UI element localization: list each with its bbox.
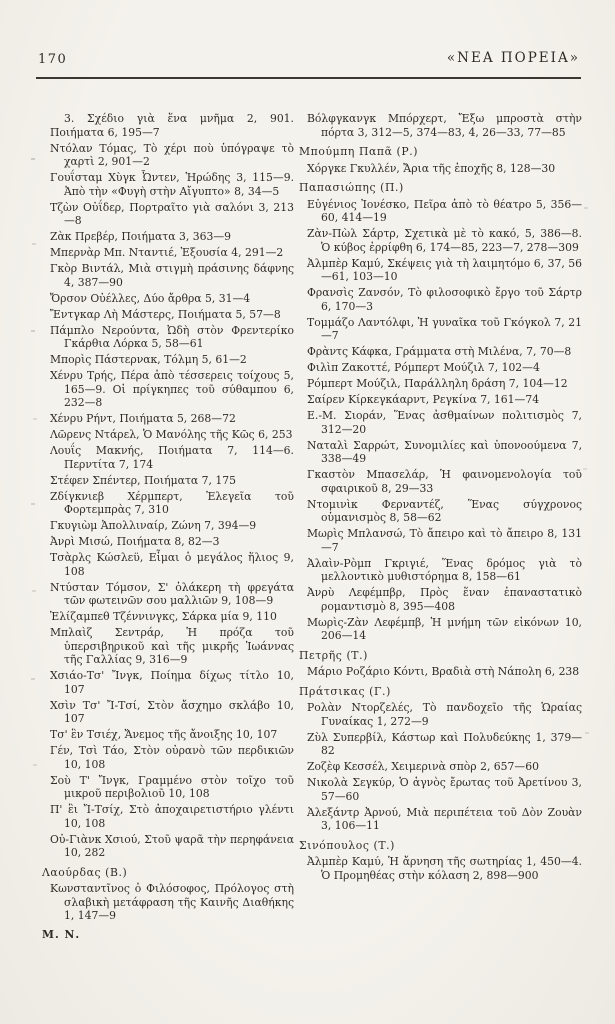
index-entry: Μπερνὰρ Μπ. Νταντιέ, Ἐξουσία 4, 291—2 — [50, 246, 284, 259]
index-entry: Φρὰντς Κάφκα, Γράμματα στὴ Μιλένα, 7, 70—8 — [307, 345, 572, 358]
index-entry: Ζοζὲφ Κεσσέλ, Χειμερινὰ σπὸρ 2, 657—60 — [307, 760, 539, 773]
index-entry: Νικολὰ Σεγκύρ, Ὁ ἁγνὸς ἔρωτας τοῦ Ἀρετίνου 3, 57—60 — [307, 776, 582, 803]
index-entry: Γκυγιὼμ Ἀπολλιναίρ, Ζώνη 7, 394—9 — [50, 519, 257, 532]
index-entry: Χένρυ Τρής, Πέρα ἀπὸ τέσσερεις τοίχους 5, 165—9. Οἱ πρίγκηπες τοῦ σύθαμπου 6, 232—8 — [50, 369, 294, 409]
index-entry: Χσιάο-Τσ' Ἴνγκ, Ποίημα δίχως τίτλο 10, 107 — [50, 669, 294, 696]
index-entry: Ἀλμπὲρ Καμύ, Σκέψεις γιὰ τὴ λαιμητόμο 6, 37, 56—61, 103—10 — [307, 256, 582, 283]
left-column — [42, 112, 294, 944]
index-entry: Ἀλμπὲρ Καμύ, Ἡ ἄρνηση τῆς σωτηρίας 1, 450—4. Ὁ Προμηθέας στὴν κόλαση 2, 898—900 — [307, 855, 582, 882]
translator-heading: Σινόπουλος (Τ.) — [299, 838, 395, 852]
index-entry: Ἀλαὶν-Ρὸμπ Γκριγιέ, Ἕνας δρόμος γιὰ τὸ μελλοντικὸ μυθιστόρημα 8, 158—61 — [307, 556, 582, 583]
index-entry: Ρολὰν Ντορζελές, Τὸ πανδοχεῖο τῆς Ὡραίας Γυναίκας 1, 272—9 — [307, 701, 582, 728]
index-entry: Τζὼν Οὐΐδερ, Πορτραῖτο γιὰ σαλόνι 3, 213—8 — [50, 200, 294, 227]
index-entry: Χσὶν Τσ' Ἴ-Τσί, Στὸν ἄσχημο σκλάβο 10, 107 — [50, 698, 294, 725]
index-entry: Ἐλίζαμπεθ Τζέννινγκς, Σάρκα μία 9, 110 — [50, 610, 277, 623]
index-entry: Πάμπλο Νερούντα, Ὠδὴ στὸν Φρεντερίκο Γκάρθια Λόρκα 5, 58—61 — [50, 323, 294, 350]
index-entry: Γκὸρ Βιντάλ, Μιὰ στιγμὴ πράσινης δάφνης 4, 387—90 — [50, 262, 294, 289]
index-entry: Οὐ-Γιὰνκ Χσιού, Στοῦ ψαρᾶ τὴν περηφάνεια 10, 282 — [50, 832, 294, 859]
index-entry: Γκαστὸν Μπασελάρ, Ἡ φαινομενολογία τοῦ σφαιρικοῦ 8, 29—33 — [307, 468, 582, 495]
index-entry: Σαίρεν Κίρκεγκάαρντ, Ρεγκίνα 7, 161—74 — [307, 393, 540, 406]
header-rule — [36, 77, 581, 79]
index-entry: Ζὰκ Πρεβέρ, Ποιήματα 3, 363—9 — [50, 230, 232, 243]
index-entry: Ἀνρὶ Μισώ, Ποιήματα 8, 82—3 — [50, 535, 220, 548]
scan-artifacts — [31, 158, 35, 160]
translator-initials-heading: Μ. Ν. — [42, 927, 81, 941]
index-entry: Κωνσταντῖνος ὁ Φιλόσοφος, Πρόλογος στὴ σλαβικὴ μετάφραση τῆς Καινῆς Διαθήκης 1, 147—9 — [50, 882, 294, 922]
right-column — [299, 112, 582, 885]
index-entry: Χόργκε Γκυλλέν, Ἄρια τῆς ἐποχῆς 8, 128—30 — [307, 161, 556, 175]
index-entry: Ζὰν-Πὼλ Σάρτρ, Σχετικὰ μὲ τὸ κακό, 5, 386—8. Ὁ κύβος ἐρρίφθη 6, 174—85, 223—7, 278—309 — [307, 227, 582, 254]
index-entry: Στέφεν Σπέντερ, Ποιήματα 7, 175 — [50, 473, 236, 487]
index-entry: Σοὺ Τ' Ἴνγκ, Γραμμένο στὸν τοῖχο τοῦ μικροῦ περιβολιοῦ 10, 108 — [50, 773, 294, 800]
translator-heading: Λαούρδας (Β.) — [42, 865, 128, 879]
index-entry: Εὐγένιος Ἰονέσκο, Πεῖρα ἀπὸ τὸ θέατρο 5, 356—60, 414—19 — [307, 197, 582, 224]
translator-heading: Πράτσικας (Γ.) — [299, 684, 391, 698]
index-entry: Βόλφγκανγκ Μπόρχερτ, Ἔξω μπροστὰ στὴν πόρτα 3, 312—5, 374—83, 4, 26—33, 77—85 — [307, 112, 582, 139]
translator-heading: Πετρῆς (Τ.) — [299, 648, 368, 662]
index-entry: Λουΐς Μακνής, Ποιήματα 7, 114—6. Περντίτα 7, 174 — [50, 444, 294, 471]
index-entry: Τομμάζο Λαντόλφι, Ἡ γυναῖκα τοῦ Γκόγκολ 7, 21—7 — [307, 315, 582, 342]
journal-title: «ΝΕΑ ΠΟΡΕΙΑ» — [446, 50, 580, 66]
index-entry: Ρόμπερτ Μούζιλ, Παράλληλη δράση 7, 104—12 — [307, 377, 568, 390]
translator-heading: Παπασιώπης (Π.) — [299, 181, 404, 194]
index-entry: Ναταλὶ Σαρρώτ, Συνομιλίες καὶ ὑπονοούμενα 7, 338—49 — [307, 438, 582, 465]
index-entry: Ντόλαν Τόμας, Τὸ χέρι ποὺ ὑπόγραψε τὸ χαρτὶ 2, 901—2 — [50, 141, 294, 168]
index-entry: Μπορὶς Πάστερνακ, Τόλμη 5, 61—2 — [50, 353, 247, 366]
index-entry: Γέν, Τσὶ Τάο, Στὸν οὐρανὸ τῶν περδικιῶν 10, 108 — [50, 744, 294, 771]
index-entry: Ζδίγκνιεβ Χέρμπερτ, Ἐλεγεῖα τοῦ Φορτεμπρὰς 7, 310 — [50, 489, 294, 516]
index-entry: Λῶρενς Ντάρελ, Ὁ Μανόλης τῆς Κῶς 6, 253 — [50, 428, 293, 441]
index-entry: Ἀλεξάντρ Ἀρνού, Μιὰ περιπέτεια τοῦ Δὸν Ζουὰν 3, 106—11 — [307, 805, 582, 832]
page-number: 170 — [38, 52, 68, 67]
index-entry: Ἔντγκαρ Λὴ Μάστερς, Ποιήματα 5, 57—8 — [50, 307, 281, 321]
index-entry: Ἀνρὺ Λεφέμπβρ, Πρὸς ἕναν ἐπαναστατικὸ ρομαντισμὸ 8, 395—408 — [307, 586, 582, 613]
index-entry: Μάριο Ροζάριο Κόντι, Βραδιὰ στὴ Νάπολη 6, 238 — [307, 665, 580, 678]
index-entry: Ντομινὶκ Φερναντέζ, Ἕνας σύγχρονος οὑμανισμὸς 8, 58—62 — [307, 497, 582, 524]
index-entry: Χένρυ Ρήντ, Ποιήματα 5, 268—72 — [50, 412, 236, 425]
index-entry: Τσ' ἓν Τσιέχ, Ἄνεμος τῆς ἄνοιξης 10, 107 — [50, 728, 278, 741]
index-entry: Μωρὶς Μπλανσώ, Τὸ ἄπειρο καὶ τὸ ἄπειρο 8, 131—7 — [307, 527, 582, 554]
index-entry: Φιλὶπ Ζακοττέ, Ρόμπερτ Μούζιλ 7, 102—4 — [307, 361, 540, 374]
index-entry: Τσὰρλς Κώσλεϋ, Εἶμαι ὁ μεγάλος ἥλιος 9, 108 — [50, 551, 294, 578]
index-entry: Ντύσταν Τόμσον, Σ' ὁλάκερη τὴ φρεγάτα τῶν φωτεινῶν σου μαλλιῶν 9, 108—9 — [50, 580, 294, 607]
index-entry: Φρανσὶς Ζανσόν, Τὸ φιλοσοφικὸ ἔργο τοῦ Σάρτρ 6, 170—3 — [307, 286, 582, 313]
index-entry: Π' ἓι Ἴ-Τσίχ, Στὸ ἀποχαιρετιστήριο γλέντι 10, 108 — [50, 803, 294, 830]
index-entry: Μωρὶς-Ζὰν Λεφέμπβ, Ἡ μνήμη τῶν εἰκόνων 10, 206—14 — [307, 615, 582, 642]
index-entry: 3. Σχέδιο γιὰ ἕνα μνῆμα 2, 901. Ποιήματα 6, 195—7 — [50, 112, 294, 139]
index-entry: Ε.-Μ. Σιοράν, Ἕνας ἀσθμαίνων πολιτισμὸς 7, 312—20 — [307, 409, 582, 436]
index-entry: Ζὺλ Συπερβίλ, Κάστωρ καὶ Πολυδεύκης 1, 379—82 — [307, 730, 582, 757]
translator-heading: Μπούμπη Παπᾶ (Ρ.) — [299, 145, 419, 158]
index-entry: Ὄρσον Οὐέλλες, Δύο ἄρθρα 5, 31—4 — [50, 291, 251, 305]
index-entry: Γουΐσταμ Χὺγκ Ὦντεν, Ἡρώδης 3, 115—9. Ἀπὸ τὴν «Φυγὴ στὴν Αἴγυπτο» 8, 34—5 — [50, 171, 294, 198]
index-entry: Μπλαὶζ Σεντράρ, Ἡ πρόζα τοῦ ὑπερσιβηρικοῦ καὶ τῆς μικρῆς Ἰωάννας τῆς Γαλλίας 9, 316—9 — [50, 626, 294, 666]
